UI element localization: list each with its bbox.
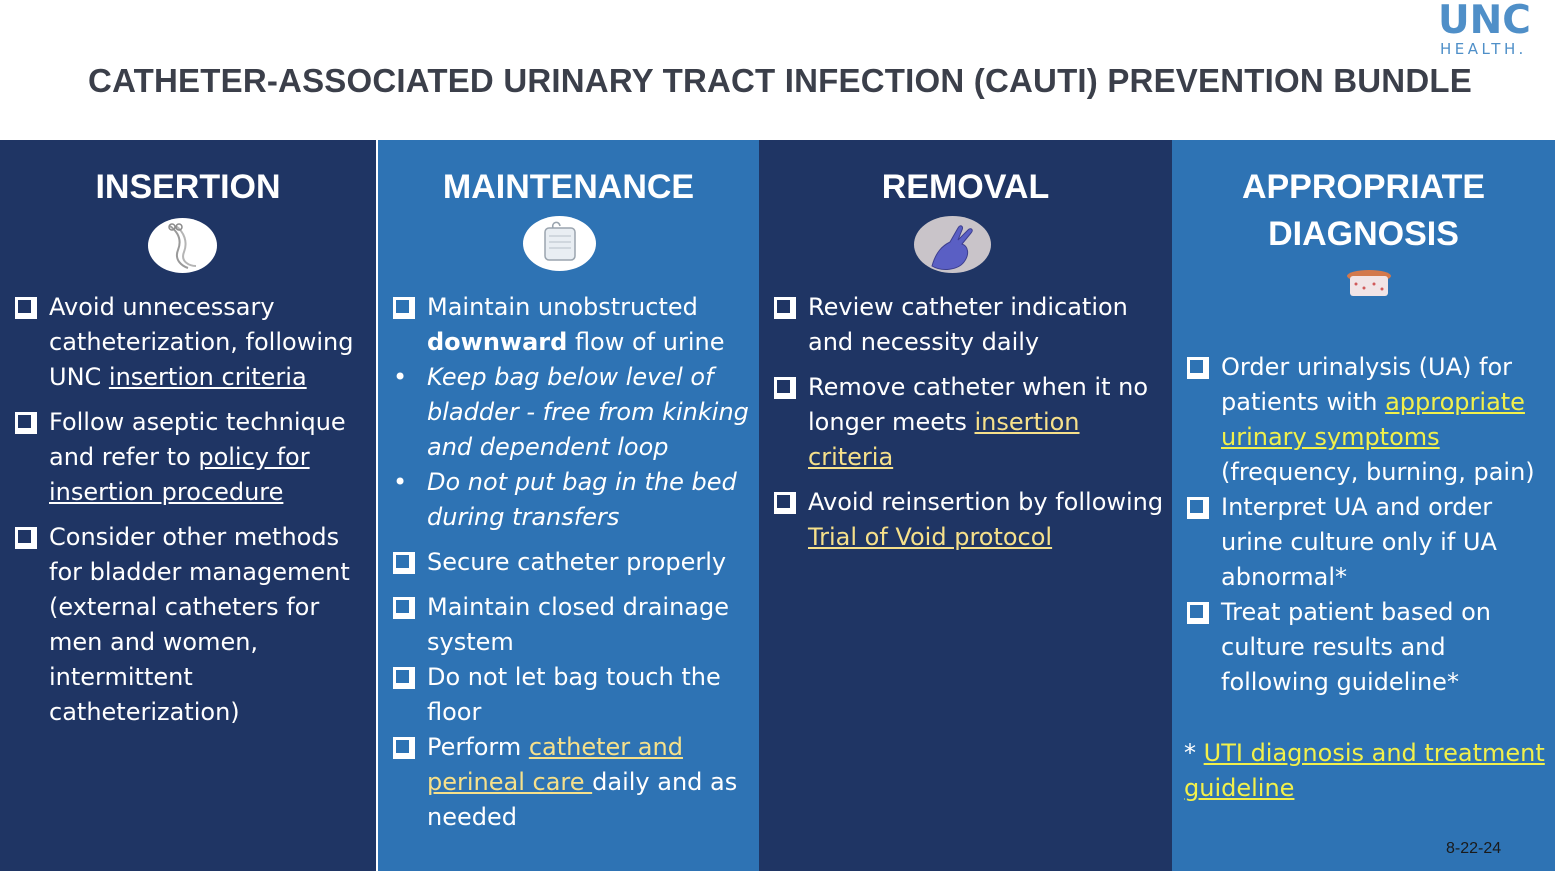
- diagnosis-item-3: [1185, 595, 1550, 700]
- trial-of-void-link[interactable]: Trial of Void protocol: [808, 523, 1053, 551]
- checkbox-icon: [393, 552, 412, 571]
- insertion-list: [13, 290, 368, 740]
- insertion-heading: INSERTION: [95, 168, 281, 206]
- removal-column: [759, 140, 1172, 871]
- removal-insertion-criteria-link[interactable]: insertion criteria: [808, 408, 1080, 471]
- checkbox-icon: [774, 377, 793, 396]
- drainage-bag-icon: [523, 216, 596, 271]
- diagnosis-item-2-text: Interpret UA and order urine culture only if UA abnormal*: [1221, 493, 1497, 591]
- insertion-column: [0, 140, 376, 871]
- header: [0, 0, 1560, 140]
- removal-item-1: [772, 290, 1167, 360]
- maintenance-subitem-2-text: Do not put bag in the bed during transfers: [427, 468, 737, 531]
- uti-guideline-link[interactable]: UTI diagnosis and treatment guideline: [1184, 739, 1545, 802]
- diagnosis-list: [1185, 350, 1550, 700]
- checkbox-icon: [774, 297, 793, 316]
- insertion-item-1-text: Avoid unnecessary catheterization, following UNC: [49, 293, 354, 391]
- checkbox-icon: [393, 297, 412, 316]
- insertion-item-3-text: Consider other methods for bladder management (external catheters for men and women, intermittent catheterization): [49, 523, 350, 726]
- maintenance-item-3: [391, 590, 756, 660]
- maintenance-item-1: [391, 290, 756, 360]
- diagnosis-heading-line2: DIAGNOSIS: [1268, 215, 1459, 253]
- right-margin-strip: [1555, 140, 1560, 871]
- checkbox-icon: [393, 597, 412, 616]
- removal-item-2-text: Remove catheter when it no longer meets: [808, 373, 1149, 436]
- maintenance-item-5: [391, 730, 756, 835]
- checkbox-icon: [15, 297, 34, 316]
- maintenance-item-1-bold: downward: [427, 328, 568, 356]
- insertion-item-2: [13, 405, 368, 510]
- checkbox-icon: [1187, 602, 1206, 621]
- note-asterisk: *: [1184, 739, 1204, 767]
- insertion-policy-link[interactable]: policy for insertion procedure: [49, 443, 310, 506]
- maintenance-item-1-text-a: Maintain unobstructed: [427, 293, 698, 321]
- maintenance-item-3-text: Maintain closed drainage system: [427, 593, 729, 656]
- catheter-perineal-care-link[interactable]: catheter and perineal care: [427, 733, 683, 796]
- maintenance-subitem-1-text: Keep bag below level of bladder - free from kinking and dependent loop: [427, 363, 749, 461]
- maintenance-item-5-text-a: Perform: [427, 733, 529, 761]
- maintenance-subitem-2: [391, 465, 756, 535]
- checkbox-icon: [1187, 497, 1206, 516]
- diagnosis-item-1-text: Order urinalysis (UA) for patients with: [1221, 353, 1513, 416]
- diagnosis-heading-line1: APPROPRIATE: [1241, 168, 1486, 206]
- maintenance-column: [376, 140, 759, 871]
- appropriate-urinary-symptoms-link[interactable]: appropriate urinary symptoms: [1221, 388, 1525, 451]
- diagnosis-item-1: [1185, 350, 1550, 490]
- diagnosis-item-2: [1185, 490, 1550, 595]
- logo-health-text: HEALTH.: [1440, 40, 1527, 58]
- checkbox-icon: [15, 527, 34, 546]
- revision-date: 8-22-24: [1446, 840, 1502, 857]
- checkbox-icon: [15, 412, 34, 431]
- guideline-note: [1184, 736, 1554, 806]
- bullet-icon: •: [393, 468, 408, 496]
- removal-item-1-text: Review catheter indication and necessity daily: [808, 293, 1128, 356]
- checkbox-icon: [1187, 357, 1206, 376]
- catheter-icon: [148, 218, 217, 273]
- maintenance-item-1-text-b: flow of urine: [567, 328, 725, 356]
- checkbox-icon: [774, 492, 793, 511]
- page-title: CATHETER-ASSOCIATED URINARY TRACT INFECTION (CAUTI) PREVENTION BUNDLE: [88, 62, 1472, 99]
- bullet-icon: •: [393, 363, 408, 391]
- maintenance-item-2: [391, 545, 756, 580]
- insertion-item-3: [13, 520, 368, 730]
- removal-list: [772, 290, 1167, 565]
- maintenance-subitem-1: [391, 360, 756, 465]
- removal-item-3: [772, 485, 1167, 555]
- insertion-item-2-text: Follow aseptic technique and refer to: [49, 408, 346, 471]
- gloved-hand-icon: [914, 216, 991, 273]
- maintenance-item-4: [391, 660, 756, 730]
- maintenance-item-4-text: Do not let bag touch the floor: [427, 663, 721, 726]
- logo-unc-text: UNC: [1438, 0, 1531, 43]
- urine-test-cup-icon: [1342, 264, 1396, 304]
- checkbox-icon: [393, 667, 412, 686]
- diagnosis-item-3-text: Treat patient based on culture results and following guideline*: [1221, 598, 1491, 696]
- maintenance-item-5-text-b: daily and as needed: [427, 768, 738, 831]
- maintenance-heading: MAINTENANCE: [442, 168, 695, 206]
- insertion-item-1: [13, 290, 368, 395]
- unc-health-logo: [1438, 2, 1548, 60]
- removal-item-2: [772, 370, 1167, 475]
- diagnosis-column: [1172, 140, 1555, 871]
- diagnosis-item-1-tail: (frequency, burning, pain): [1221, 458, 1535, 486]
- checkbox-icon: [393, 737, 412, 756]
- removal-item-3-text: Avoid reinsertion by following: [808, 488, 1164, 516]
- maintenance-list: [391, 290, 756, 835]
- maintenance-item-2-text: Secure catheter properly: [427, 548, 727, 576]
- insertion-criteria-link[interactable]: insertion criteria: [108, 363, 307, 391]
- removal-heading: REMOVAL: [881, 168, 1050, 206]
